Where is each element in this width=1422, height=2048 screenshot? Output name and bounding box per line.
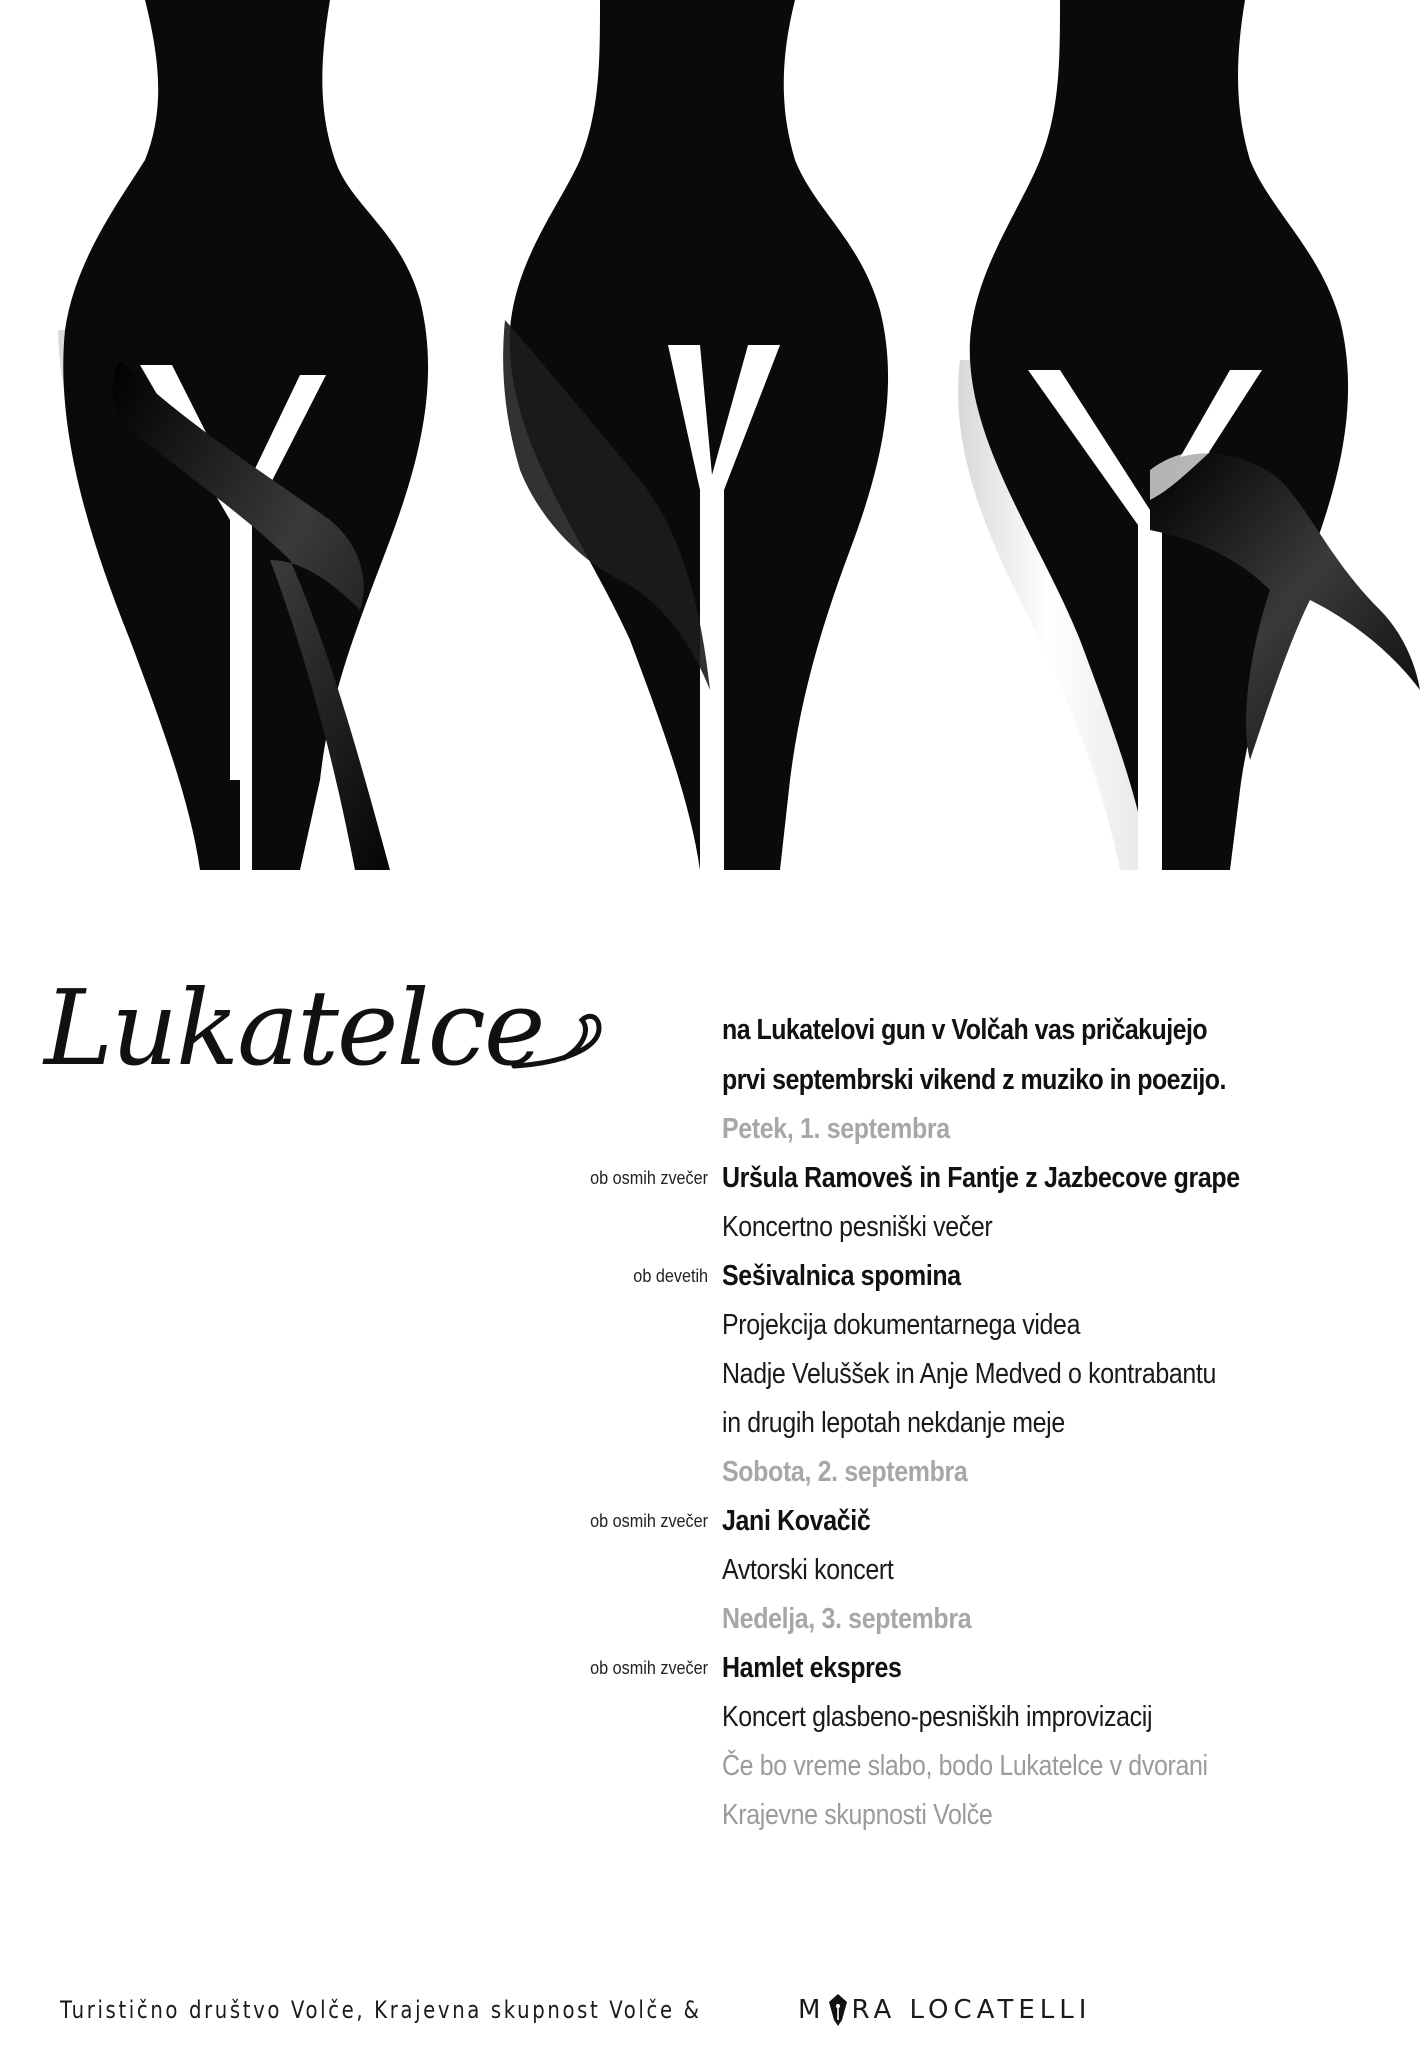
mira-locatelli-logo	[798, 1990, 1091, 2030]
logo-text-left: M	[798, 1995, 826, 2025]
program-note-text: Če bo vreme slabo, bodo Lukatelce v dvorani	[722, 1750, 1208, 1782]
poster-artwork	[0, 0, 1422, 900]
program-title-text: Sešivalnica spomina	[722, 1260, 961, 1292]
program-row-title	[0, 1644, 1422, 1693]
program-row-title	[0, 1497, 1422, 1546]
program-time: ob osmih zvečer	[590, 1658, 708, 1678]
event-title-text: Lukatelce	[44, 967, 544, 1089]
program-note-text: Krajevne skupnosti Volče	[722, 1799, 993, 1831]
program-row-day	[0, 1595, 1422, 1644]
title-swash	[44, 968, 604, 1118]
figure-3	[958, 0, 1420, 870]
program-row-desc	[0, 1693, 1422, 1742]
program-row-day	[0, 1448, 1422, 1497]
program-day-text: Petek, 1. septembra	[722, 1113, 950, 1145]
program-row-title	[0, 1154, 1422, 1203]
event-title	[44, 968, 604, 1118]
program-desc-text: Koncert glasbeno-pesniških improvizacij	[722, 1701, 1153, 1733]
intro-line: na Lukatelovi gun v Volčah vas pričakujejo	[722, 1014, 1208, 1046]
pen-nib-icon	[825, 1990, 851, 2030]
program-desc-text: Projekcija dokumentarnega videa	[722, 1309, 1081, 1341]
program-desc-text: in drugih lepotah nekdanje meje	[722, 1407, 1065, 1439]
program-list	[0, 1105, 1422, 1840]
program-title-text: Hamlet ekspres	[722, 1652, 902, 1684]
program-day-text: Sobota, 2. septembra	[722, 1456, 968, 1488]
program-row-note	[0, 1742, 1422, 1791]
program-row-note	[0, 1791, 1422, 1840]
program-row-desc	[0, 1350, 1422, 1399]
figure-1	[58, 0, 428, 870]
program-row-desc	[0, 1301, 1422, 1350]
figure-2	[500, 0, 888, 870]
logo-text-right: RA LOCATELLI	[851, 1995, 1092, 2025]
program-row-title	[0, 1252, 1422, 1301]
program-time: ob devetih	[633, 1266, 708, 1286]
program-title-text: Jani Kovačič	[722, 1505, 871, 1537]
program-row-day	[0, 1105, 1422, 1154]
program-row-desc	[0, 1203, 1422, 1252]
program-desc-text: Nadje Veluššek in Anje Medved o kontrabantu	[722, 1358, 1217, 1390]
program-day-text: Nedelja, 3. septembra	[722, 1603, 972, 1635]
program-row-desc	[0, 1399, 1422, 1448]
footer-partners: Turistično društvo Volče, Krajevna skupnost Volče &	[60, 1996, 702, 2024]
program-title-text: Uršula Ramoveš in Fantje z Jazbecove grape	[722, 1162, 1240, 1194]
footer-credits	[60, 1990, 1400, 2030]
program-row-desc	[0, 1546, 1422, 1595]
program-desc-text: Koncertno pesniški večer	[722, 1211, 993, 1243]
program-time: ob osmih zvečer	[590, 1511, 708, 1531]
intro-line: prvi septembrski vikend z muziko in poezijo.	[722, 1064, 1226, 1096]
intro-text	[722, 1005, 1382, 1105]
program-desc-text: Avtorski koncert	[722, 1554, 894, 1586]
program-time: ob osmih zvečer	[590, 1168, 708, 1188]
